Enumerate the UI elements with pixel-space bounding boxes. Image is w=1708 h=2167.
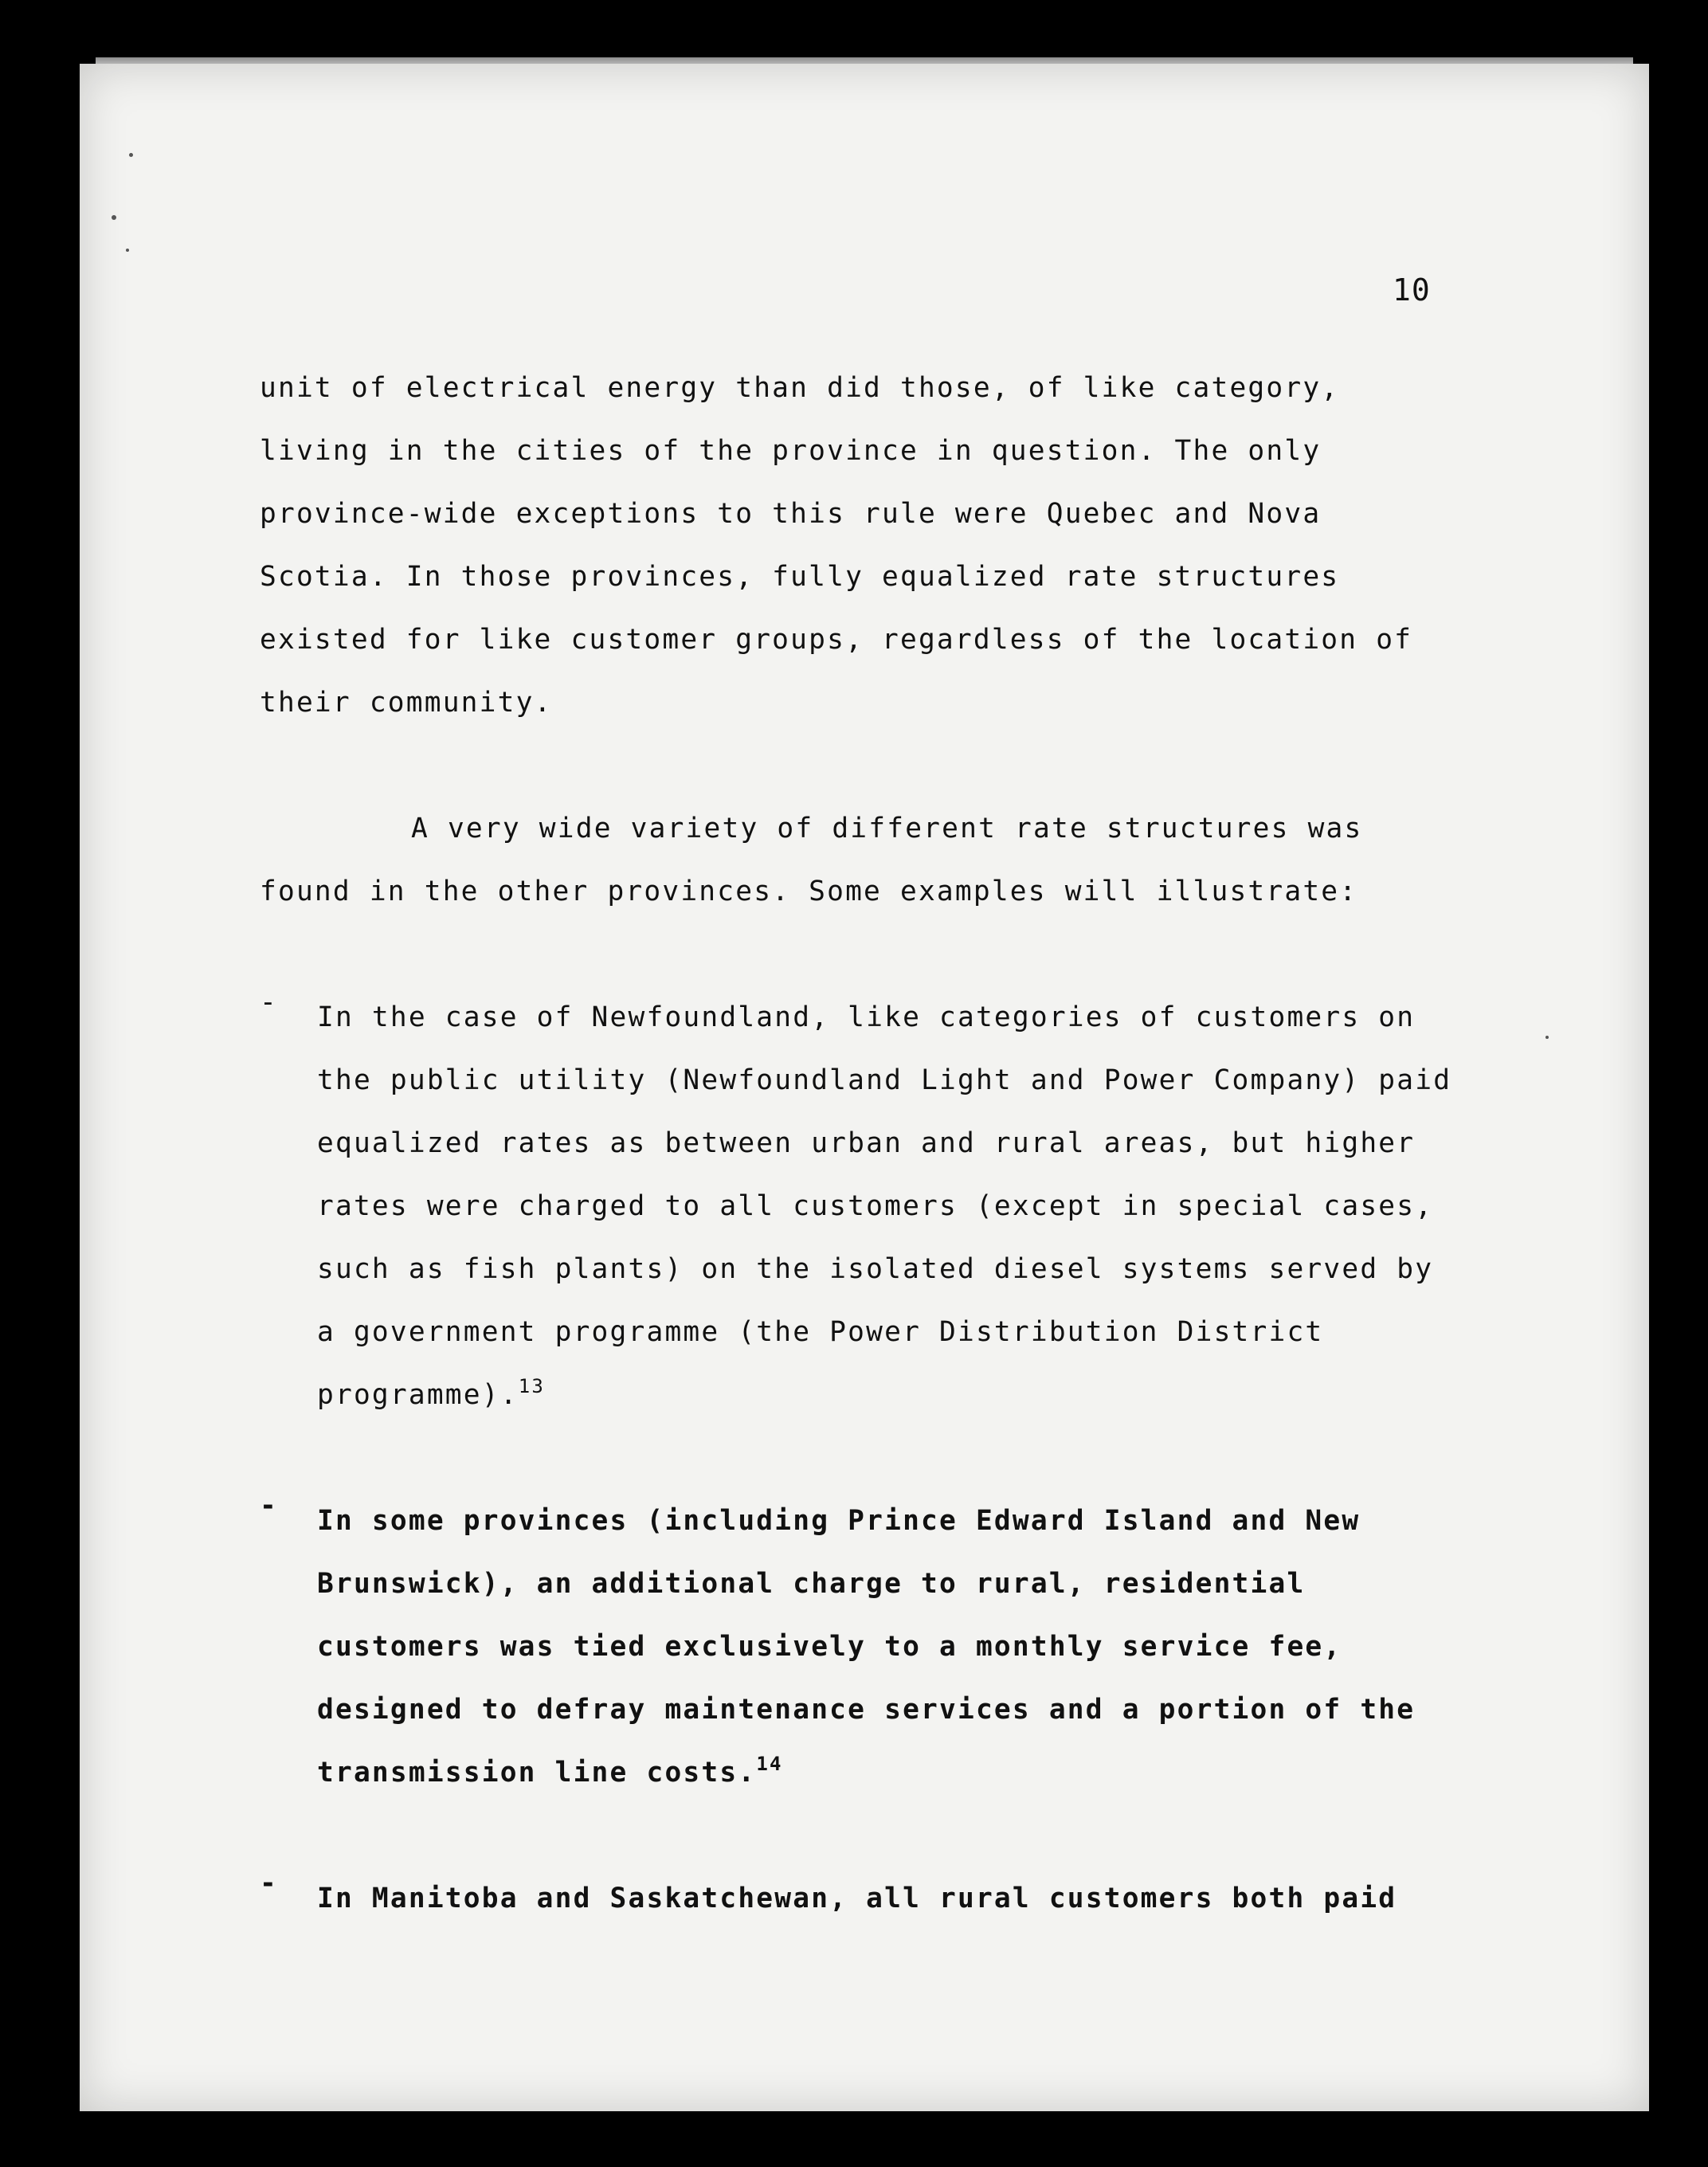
paragraph-gap — [260, 1427, 1502, 1490]
text-line: a government programme (the Power Distribution District — [317, 1316, 1324, 1348]
text-line: Scotia. In those provinces, fully equalized rate structures — [260, 561, 1340, 593]
bullet-dash: - — [260, 1490, 278, 1522]
page-number: 10 — [1393, 272, 1431, 308]
footnote-marker: 14 — [756, 1753, 783, 1775]
text-line: the public utility (Newfoundland Light and Power Company) paid — [317, 1064, 1452, 1096]
scan-speck — [112, 215, 116, 220]
text-line: Brunswick), an additional charge to rural, residential — [317, 1568, 1306, 1600]
bullet-item-manitoba-saskatchewan — [260, 1867, 1502, 1930]
text-fragment: programme). — [317, 1379, 519, 1411]
text-line: existed for like customer groups, regardless of the location of — [260, 624, 1413, 656]
text-line: found in the other provinces. Some examples will illustrate: — [260, 876, 1358, 907]
text-line: living in the cities of the province in question. The only — [260, 435, 1322, 467]
scan-speck — [1545, 1036, 1549, 1039]
bullet-dash: - — [260, 1867, 278, 1899]
text-line — [317, 1364, 1502, 1427]
text-line — [317, 1742, 1502, 1805]
text-line: such as fish plants) on the isolated diesel systems served by — [317, 1253, 1434, 1285]
scan-speck — [129, 153, 133, 157]
text-line: unit of electrical energy than did those, of like category, — [260, 372, 1340, 404]
footnote-marker: 13 — [518, 1375, 545, 1397]
bullet-item-pei-nb — [260, 1490, 1502, 1805]
text-line: designed to defray maintenance services and a portion of the — [317, 1694, 1416, 1726]
text-line: their community. — [260, 687, 553, 719]
paragraph-1 — [260, 357, 1502, 735]
text-line: rates were charged to all customers (except in special cases, — [317, 1190, 1434, 1222]
paragraph-gap — [260, 923, 1502, 986]
text-line: A very wide variety of different rate structures was — [411, 813, 1363, 844]
text-line: province-wide exceptions to this rule were Quebec and Nova — [260, 498, 1322, 530]
text-fragment: transmission line costs. — [317, 1757, 757, 1789]
text-line: equalized rates as between urban and rural areas, but higher — [317, 1127, 1416, 1159]
paragraph-2 — [260, 797, 1502, 923]
paragraph-gap — [260, 1805, 1502, 1867]
bullet-dash: - — [260, 986, 278, 1018]
text-line: In the case of Newfoundland, like categories of customers on — [317, 1001, 1416, 1033]
text-line: In Manitoba and Saskatchewan, all rural customers both paid — [317, 1883, 1397, 1914]
scan-speck — [126, 249, 129, 252]
text-line: customers was tied exclusively to a monthly service fee, — [317, 1631, 1342, 1663]
bullet-item-newfoundland — [260, 986, 1502, 1427]
paragraph-gap — [260, 735, 1502, 797]
document-body — [260, 357, 1502, 1930]
text-line: In some provinces (including Prince Edward Island and New — [317, 1505, 1361, 1537]
